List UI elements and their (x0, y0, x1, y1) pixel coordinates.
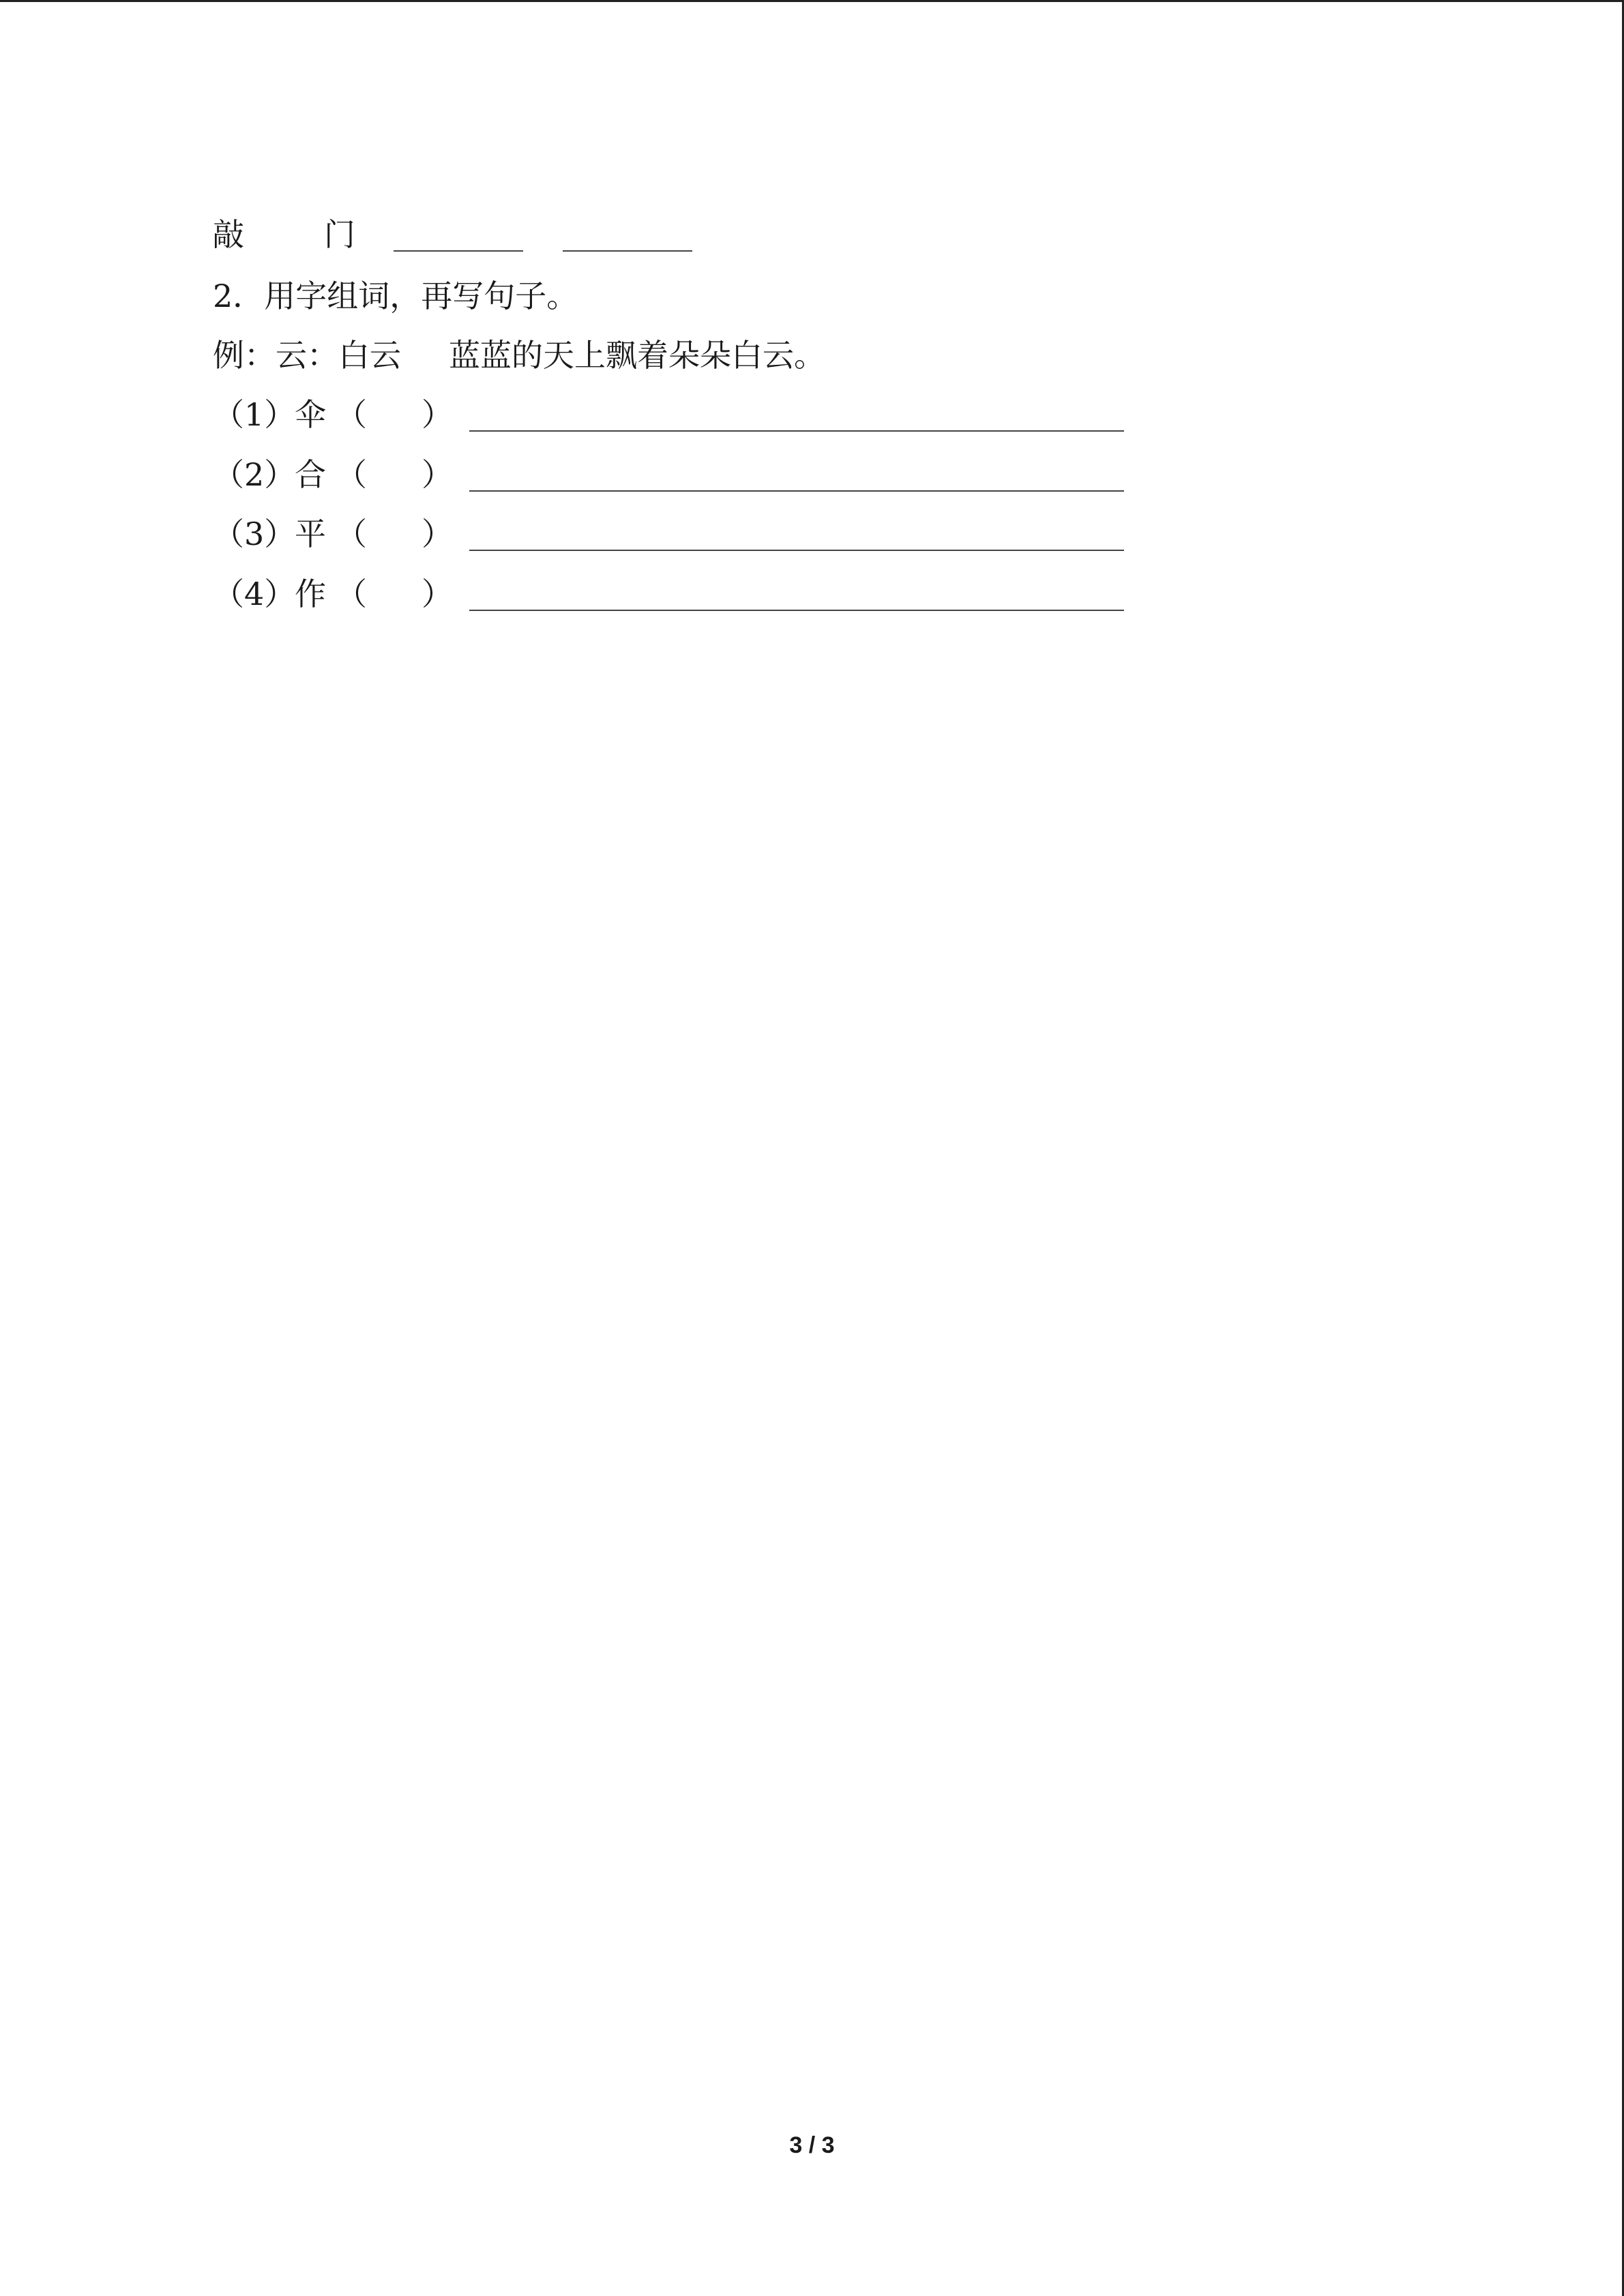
item-number: （2） (213, 456, 296, 493)
char-men: 门 (324, 216, 355, 253)
item-paren-open: （ (336, 516, 367, 552)
item-paren-close: ） (422, 576, 453, 612)
item-number: （3） (213, 516, 296, 552)
item-char: 平 (295, 516, 326, 552)
item-char: 作 (295, 576, 326, 612)
item-number: （1） (213, 396, 296, 433)
char-qiao: 敲 (213, 216, 244, 253)
example-sentence: 蓝蓝的天上飘着朵朵白云。 (449, 337, 825, 374)
blank-1[interactable] (394, 250, 523, 252)
item-paren-open: （ (336, 576, 367, 612)
item-char: 合 (295, 456, 326, 493)
item-paren-close: ） (422, 396, 453, 433)
sentence-blank-3[interactable] (469, 550, 1124, 551)
sentence-blank-2[interactable] (469, 490, 1124, 492)
sentence-blank-1[interactable] (469, 430, 1124, 432)
blank-2[interactable] (563, 250, 692, 252)
example-label: 例：云：白云 (213, 337, 401, 374)
item-number: （4） (213, 576, 296, 612)
page-top-border (0, 0, 1624, 2)
item-paren-close: ） (422, 456, 453, 493)
question-2-title: 2．用字组词，再写句子。 (213, 278, 578, 314)
sentence-blank-4[interactable] (469, 610, 1124, 611)
item-paren-close: ） (422, 516, 453, 552)
page-number: 3 / 3 (789, 2132, 835, 2158)
item-char: 伞 (295, 396, 326, 433)
item-paren-open: （ (336, 396, 367, 433)
item-paren-open: （ (336, 456, 367, 493)
